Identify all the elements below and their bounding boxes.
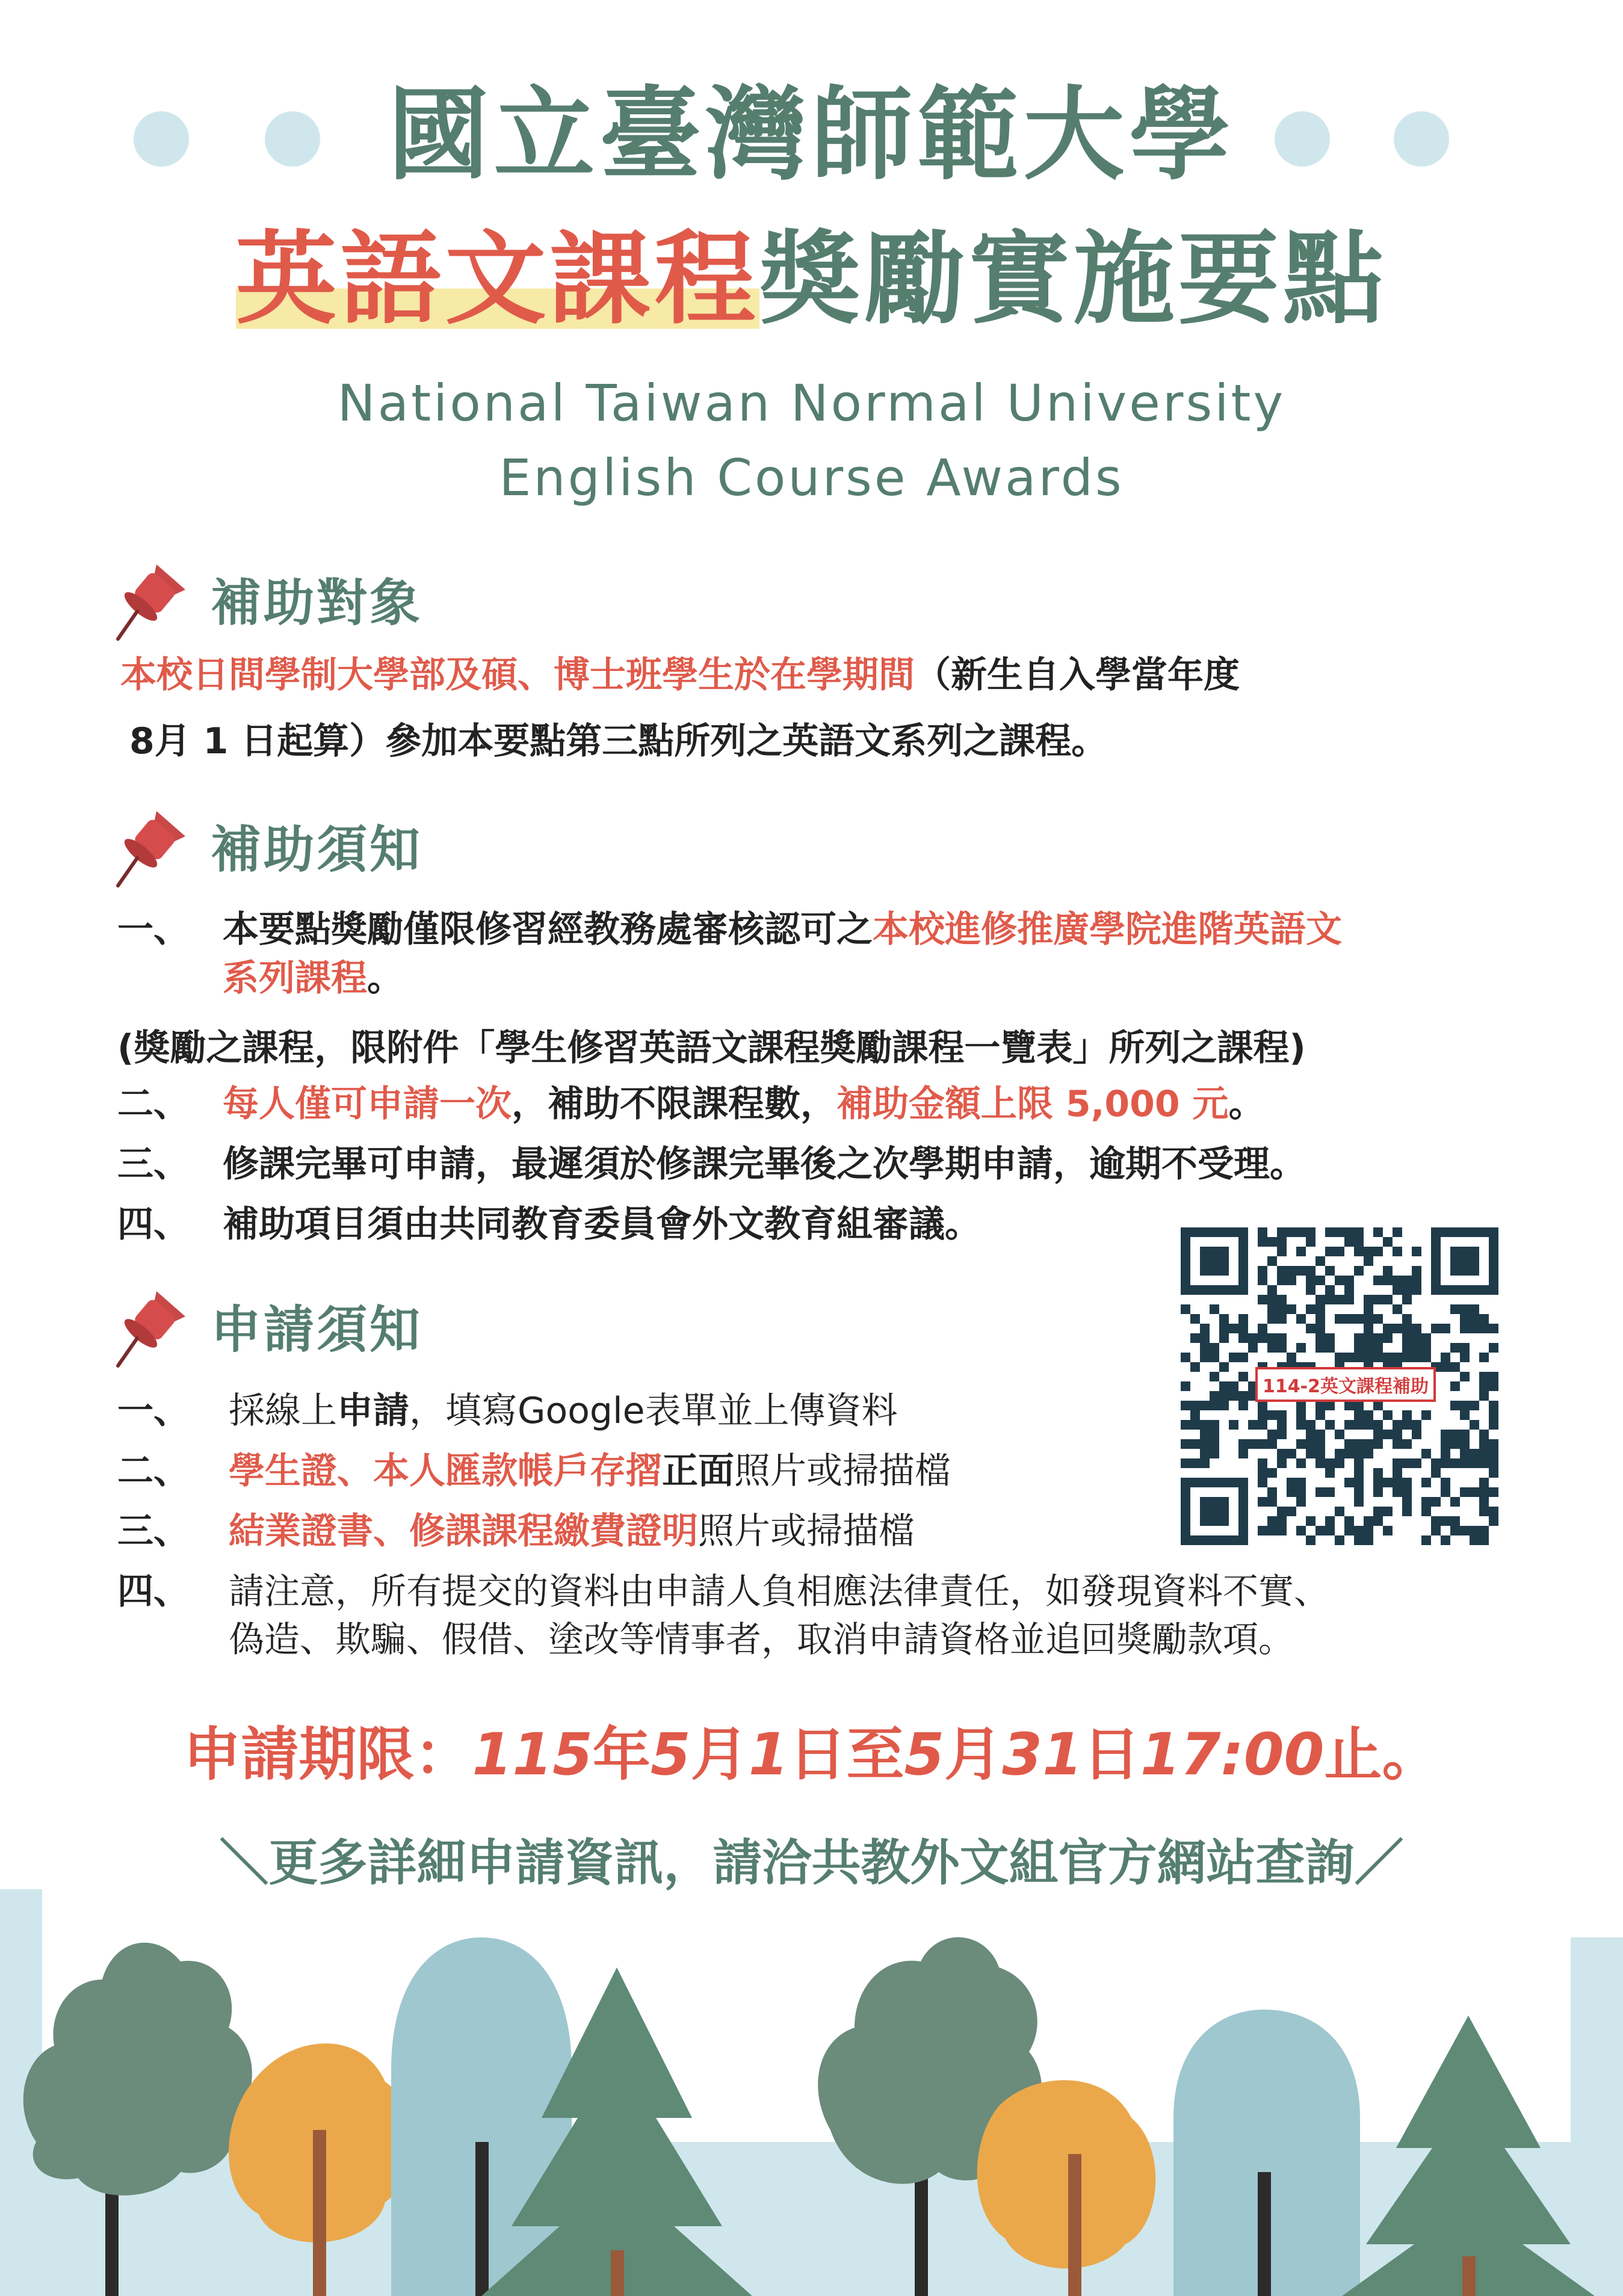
- application-item-2: 二、 學生證、本人匯款帳戶存摺正面照片或掃描檔: [117, 1450, 951, 1492]
- trees-illustration: [0, 1889, 1623, 2296]
- application-deadline: 申請期限：115年5月1日至5月31日17:00止。: [183, 1721, 1440, 1788]
- page-title: 國立臺灣師範大學: [388, 76, 1235, 194]
- notice-item-4: 四、 補助項目須由共同教育委員會外文教育組審議。: [117, 1203, 981, 1245]
- heading-eligibility: 補助對象: [114, 554, 422, 644]
- notice-item-3: 三、 修課完畢可申請，最遲須於修課完畢後之次學期申請，逾期不受理。: [117, 1143, 1306, 1185]
- pushpin-icon: [114, 1280, 193, 1371]
- tree-blue-2: [1173, 2010, 1360, 2296]
- pushpin-icon: [114, 554, 193, 644]
- application-item-3: 三、 結業證書、修課課程繳費證明照片或掃描檔: [117, 1510, 915, 1552]
- subtitle-rest: 獎勵實施要點: [759, 220, 1388, 338]
- english-title-line1: National Taiwan Normal University: [337, 374, 1286, 433]
- notice-item-1: 一、 本要點獎勵僅限修習經教務處審核認可之本校進修推廣學院進階英語文 系列課程。: [117, 909, 1342, 999]
- more-info-banner: ＼更多詳細申請資訊，請洽共教外文組官方網站查詢／: [219, 1835, 1404, 1892]
- eligibility-line1: 本校日間學制大學部及碩、博士班學生於在學期間（新生自入學當年度: [120, 654, 1240, 696]
- notice-item-2: 二、 每人僅可申請一次，補助不限課程數，補助金額上限 5,000 元。: [117, 1083, 1265, 1125]
- application-item-4: 四、 請注意，所有提交的資料由申請人負相應法律責任，如發現資料不實、 偽造、欺騙、假借、塗改等情事者，取消申請資格並追回獎勵款項。: [117, 1570, 1330, 1660]
- qr-label: 114-2英文課程補助: [1255, 1367, 1436, 1402]
- application-item-1: 一、 採線上申請，填寫Google表單並上傳資料: [117, 1390, 898, 1432]
- english-title-line2: English Course Awards: [499, 448, 1124, 507]
- notice-note: (獎勵之課程，限附件「學生修習英語文課程獎勵課程一覽表」所列之課程): [117, 1027, 1306, 1069]
- eligibility-line2: 8月 1 日起算）參加本要點第三點所列之英語文系列之課程。: [129, 720, 1108, 762]
- heading-application: 申請須知: [114, 1280, 422, 1371]
- subtitle-highlight: 英語文課程: [235, 220, 759, 338]
- page-subtitle: [0, 220, 1623, 338]
- heading-notice: 補助須知: [114, 800, 422, 890]
- pushpin-icon: [114, 800, 193, 890]
